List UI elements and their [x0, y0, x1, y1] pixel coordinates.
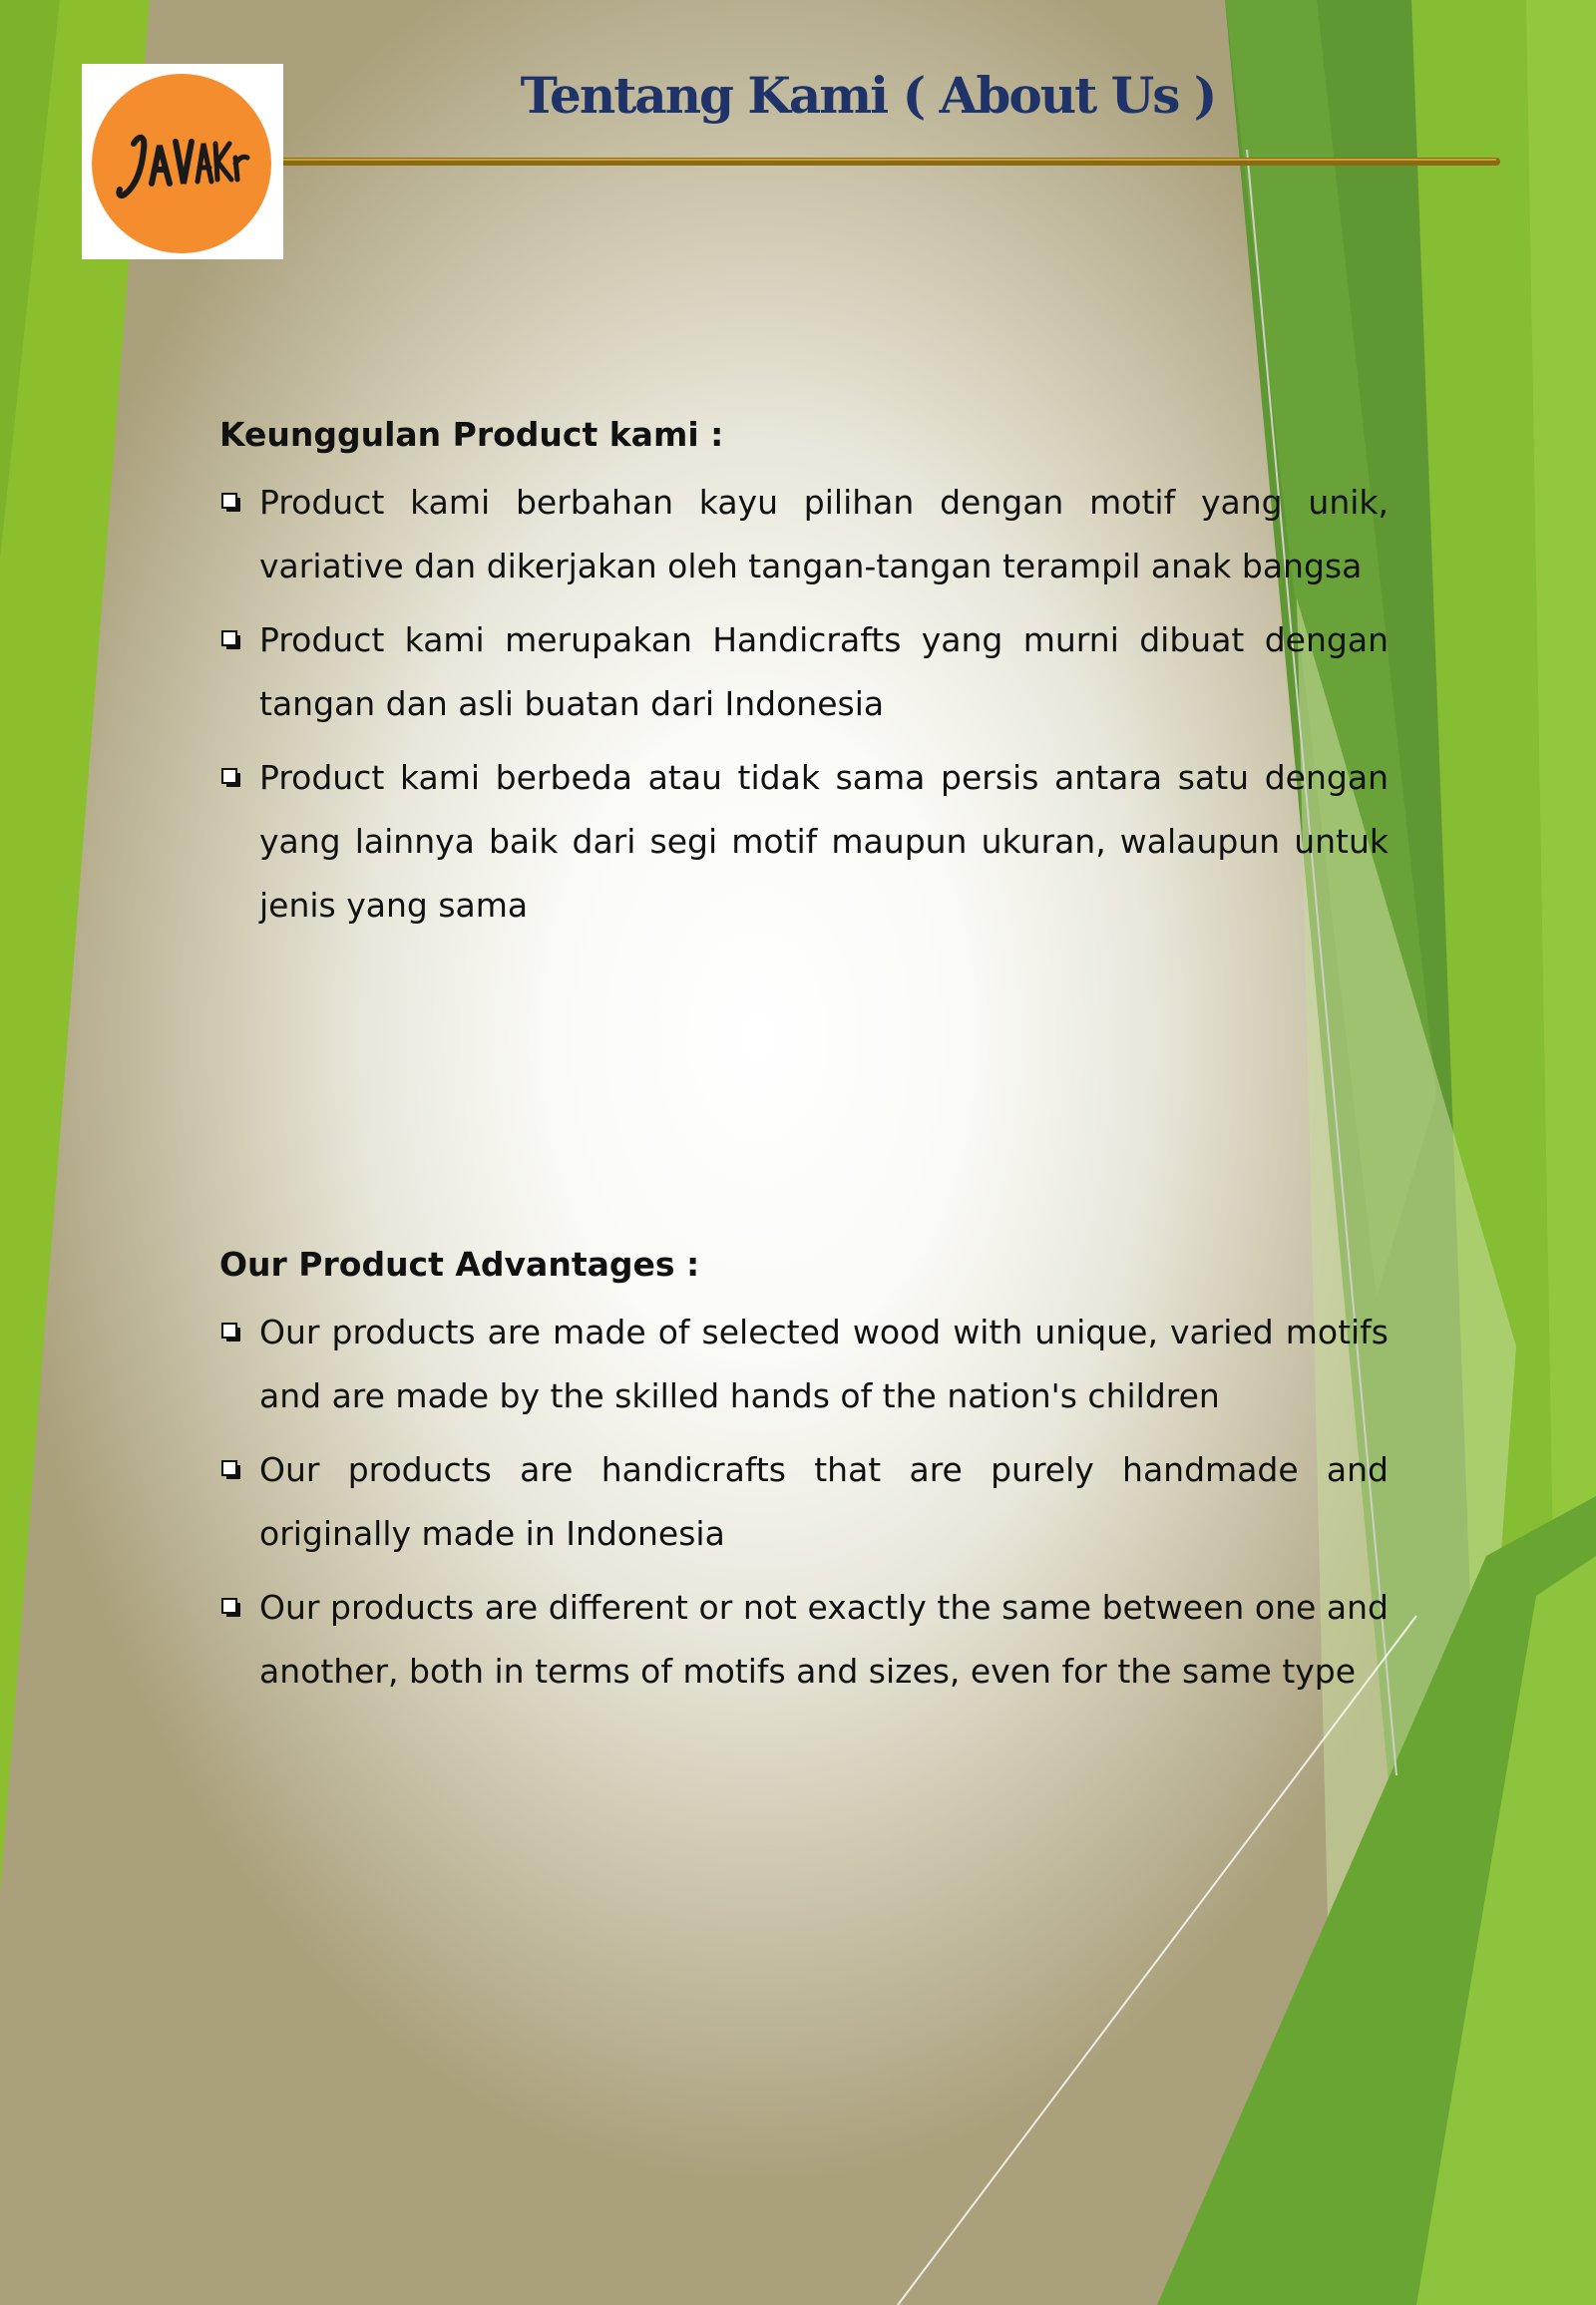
- checkbox-bullet-icon: [221, 1460, 241, 1480]
- list-item-text: Product kami berbahan kayu pilihan dengan motif yang unik, variative dan dikerjakan oleh tangan-tangan terampil anak bangsa: [259, 483, 1389, 585]
- list-item-text: Product kami berbeda atau tidak sama persis antara satu dengan yang lainnya baik dari segi motif maupun ukuran, walaupun untuk jenis yang sama: [259, 758, 1389, 925]
- list-item: [219, 1438, 1389, 1566]
- list-item-text: Product kami merupakan Handicrafts yang murni dibuat dengan tangan dan asli buatan dari Indonesia: [259, 620, 1389, 723]
- checkbox-bullet-icon: [221, 768, 241, 788]
- checkbox-bullet-icon: [221, 630, 241, 650]
- list-item: [219, 746, 1389, 938]
- list-item: [219, 1301, 1389, 1428]
- checkbox-bullet-icon: [221, 1323, 241, 1343]
- section-heading: Our Product Advantages :: [219, 1245, 700, 1284]
- checkbox-bullet-icon: [221, 493, 241, 513]
- page-title: Tentang Kami ( About Us ): [520, 66, 1216, 125]
- list-item-text: Our products are handicrafts that are purely handmade and originally made in Indonesia: [259, 1450, 1389, 1553]
- list-item-text: Our products are different or not exactly the same between one and another, both in terms of motifs and sizes, even for the same type: [259, 1588, 1389, 1691]
- checkbox-bullet-icon: [221, 1598, 241, 1618]
- list-item: [219, 608, 1389, 736]
- section-keunggulan: [219, 407, 1389, 948]
- list-item-text: Our products are made of selected wood with unique, varied motifs and are made by the skilled hands of the nation's children: [259, 1313, 1389, 1415]
- logo-icon: [92, 74, 271, 253]
- section-heading: Keunggulan Product kami :: [219, 415, 724, 454]
- list-item: [219, 1576, 1389, 1704]
- section-advantages: [219, 1237, 1389, 1714]
- list-item: [219, 471, 1389, 598]
- logo: [82, 64, 283, 259]
